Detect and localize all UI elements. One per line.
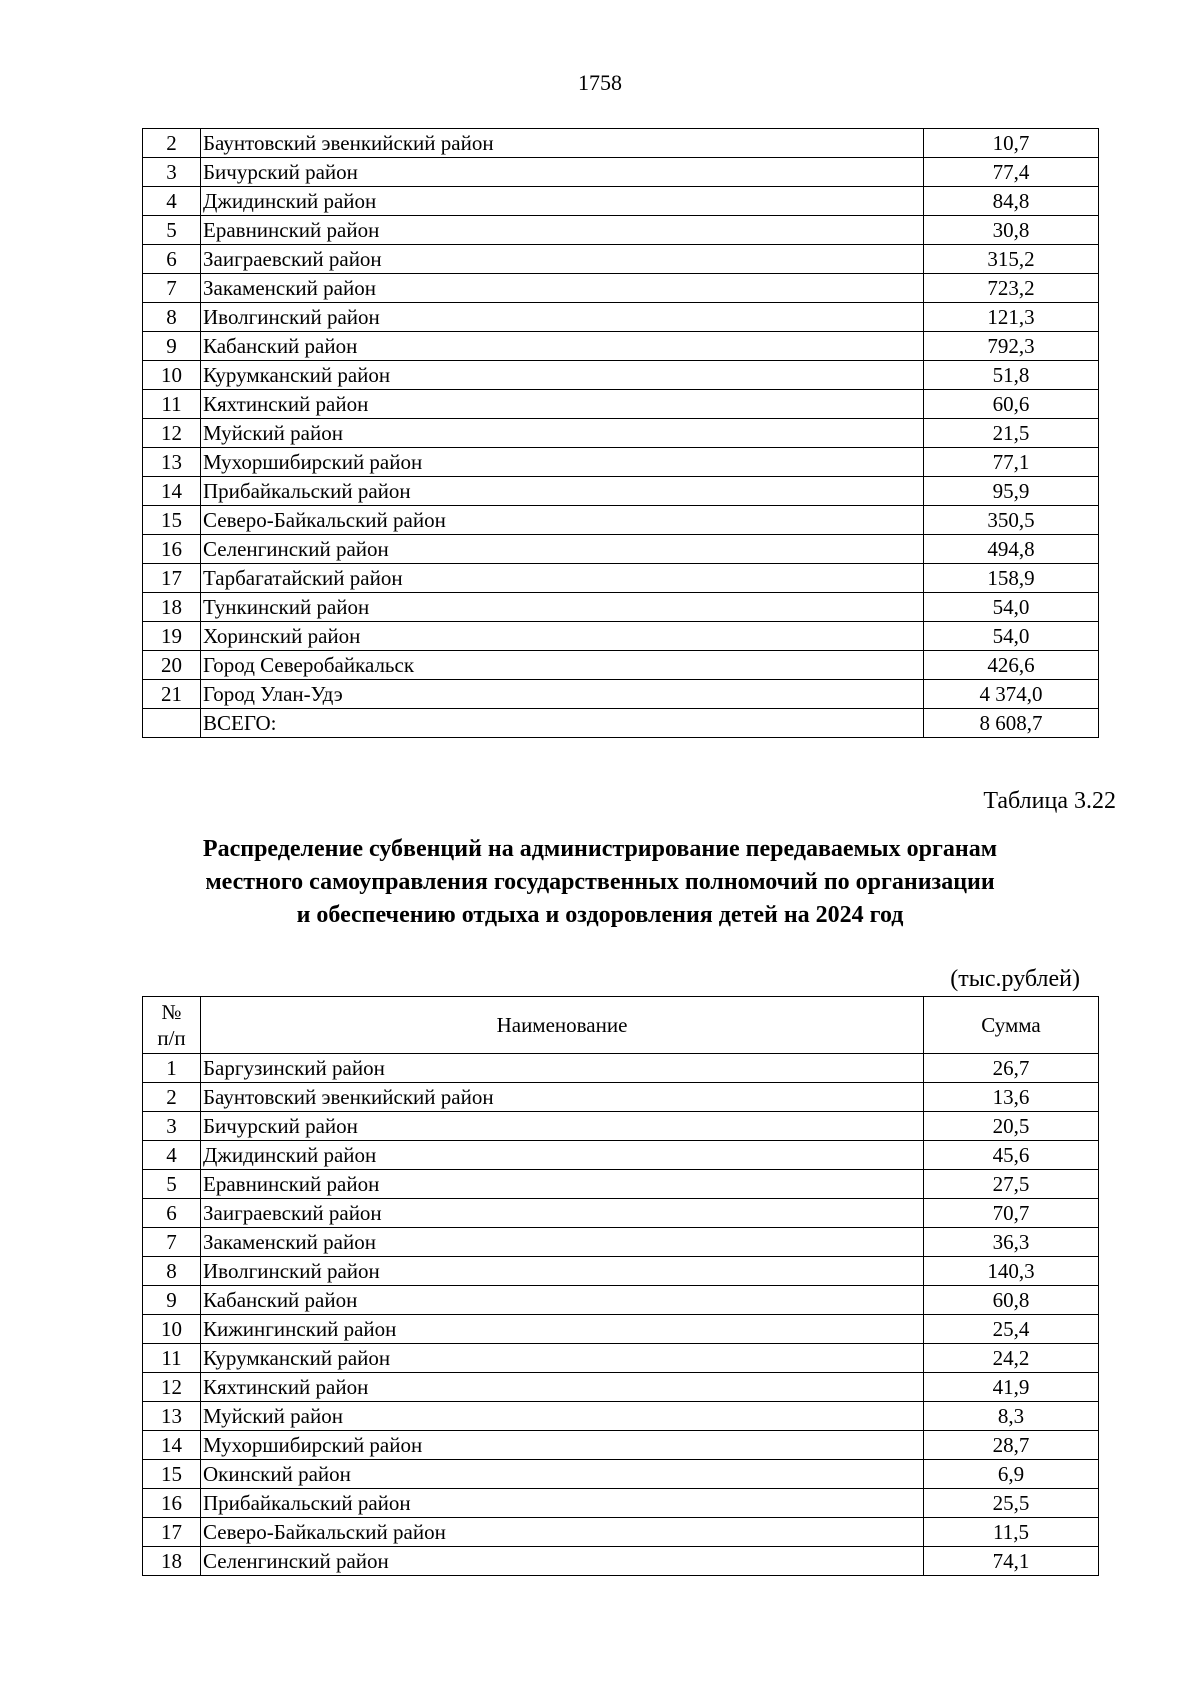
page-number: 1758	[578, 70, 622, 95]
row-sum: 60,6	[924, 390, 1099, 419]
table-row	[143, 477, 1099, 506]
table-title-line: Распределение субвенций на администрирование передаваемых органам	[202, 836, 998, 862]
table-row	[143, 709, 1099, 738]
row-sum: 24,2	[924, 1344, 1099, 1373]
table-row	[143, 1141, 1099, 1170]
row-number: 7	[143, 1228, 201, 1257]
table-row	[143, 1315, 1099, 1344]
row-sum: 45,6	[924, 1141, 1099, 1170]
row-sum: 54,0	[924, 622, 1099, 651]
subvention-table-body	[143, 1054, 1099, 1576]
row-name: Мухоршибирский район	[201, 448, 924, 477]
row-number	[143, 709, 201, 738]
row-sum: 36,3	[924, 1228, 1099, 1257]
header-num-line1: №	[161, 1000, 182, 1024]
row-name: Кяхтинский район	[201, 390, 924, 419]
row-number: 5	[143, 1170, 201, 1199]
row-sum: 10,7	[924, 129, 1099, 158]
table-row	[143, 1199, 1099, 1228]
table-row	[143, 1083, 1099, 1112]
row-number: 10	[143, 1315, 201, 1344]
row-name: Джидинский район	[201, 1141, 924, 1170]
row-sum: 77,1	[924, 448, 1099, 477]
header-name: Наименование	[201, 997, 924, 1054]
row-sum: 8,3	[924, 1402, 1099, 1431]
row-name: Курумканский район	[201, 1344, 924, 1373]
table-row	[143, 158, 1099, 187]
table-row	[143, 1489, 1099, 1518]
table-row	[143, 1547, 1099, 1576]
row-sum: 6,9	[924, 1460, 1099, 1489]
table-row	[143, 1112, 1099, 1141]
header-num-line2: п/п	[157, 1026, 186, 1050]
row-sum: 30,8	[924, 216, 1099, 245]
row-sum: 158,9	[924, 564, 1099, 593]
row-sum: 13,6	[924, 1083, 1099, 1112]
table-row	[143, 680, 1099, 709]
row-number: 14	[143, 1431, 201, 1460]
row-sum: 84,8	[924, 187, 1099, 216]
row-name: Тарбагатайский район	[201, 564, 924, 593]
header-sum: Сумма	[924, 997, 1099, 1054]
row-name: Муйский район	[201, 419, 924, 448]
row-number: 3	[143, 1112, 201, 1141]
table-row	[143, 1054, 1099, 1083]
row-number: 15	[143, 506, 201, 535]
row-sum: 26,7	[924, 1054, 1099, 1083]
row-sum: 494,8	[924, 535, 1099, 564]
row-number: 13	[143, 1402, 201, 1431]
row-sum: 95,9	[924, 477, 1099, 506]
table-row	[143, 303, 1099, 332]
row-name: Муйский район	[201, 1402, 924, 1431]
table-row	[143, 1402, 1099, 1431]
table-row	[143, 361, 1099, 390]
row-number: 20	[143, 651, 201, 680]
row-sum: 11,5	[924, 1518, 1099, 1547]
table-row	[143, 332, 1099, 361]
table-row	[143, 593, 1099, 622]
row-name: Еравнинский район	[201, 216, 924, 245]
table-row	[143, 1518, 1099, 1547]
row-number: 10	[143, 361, 201, 390]
row-name: Бичурский район	[201, 158, 924, 187]
row-name: Город Северобайкальск	[201, 651, 924, 680]
table-row	[143, 535, 1099, 564]
table-row	[143, 216, 1099, 245]
row-name: Северо-Байкальский район	[201, 506, 924, 535]
table-row	[143, 274, 1099, 303]
row-name: Хоринский район	[201, 622, 924, 651]
row-name: Заиграевский район	[201, 1199, 924, 1228]
table-row	[143, 651, 1099, 680]
row-name: Окинский район	[201, 1460, 924, 1489]
row-sum: 54,0	[924, 593, 1099, 622]
table-row	[143, 1373, 1099, 1402]
row-sum: 41,9	[924, 1373, 1099, 1402]
row-sum: 121,3	[924, 303, 1099, 332]
header-num	[143, 997, 201, 1054]
row-number: 9	[143, 1286, 201, 1315]
subvention-table	[142, 996, 1099, 1576]
row-name: Бичурский район	[201, 1112, 924, 1141]
table-row	[143, 1460, 1099, 1489]
row-name: Город Улан-Удэ	[201, 680, 924, 709]
row-number: 2	[143, 1083, 201, 1112]
row-number: 6	[143, 1199, 201, 1228]
table-title-line: местного самоуправления государственных полномочий по организации	[205, 869, 995, 895]
row-number: 7	[143, 274, 201, 303]
row-number: 18	[143, 1547, 201, 1576]
row-name: Иволгинский район	[201, 1257, 924, 1286]
table-row	[143, 419, 1099, 448]
table-number-label: Таблица 3.22	[983, 788, 1116, 814]
row-name: Селенгинский район	[201, 535, 924, 564]
table-row	[143, 390, 1099, 419]
continued-table	[142, 128, 1099, 738]
row-number: 17	[143, 1518, 201, 1547]
row-number: 3	[143, 158, 201, 187]
header-row	[143, 997, 1099, 1054]
row-number: 11	[143, 1344, 201, 1373]
row-sum: 21,5	[924, 419, 1099, 448]
row-sum: 8 608,7	[924, 709, 1099, 738]
row-sum: 792,3	[924, 332, 1099, 361]
row-sum: 70,7	[924, 1199, 1099, 1228]
row-name: Баунтовский эвенкийский район	[201, 129, 924, 158]
table-row	[143, 1431, 1099, 1460]
table-row	[143, 448, 1099, 477]
row-name: Прибайкальский район	[201, 477, 924, 506]
row-number: 11	[143, 390, 201, 419]
row-number: 4	[143, 187, 201, 216]
row-number: 16	[143, 1489, 201, 1518]
row-name: Курумканский район	[201, 361, 924, 390]
row-name: Еравнинский район	[201, 1170, 924, 1199]
row-sum: 350,5	[924, 506, 1099, 535]
table-row	[143, 1170, 1099, 1199]
row-name: Кабанский район	[201, 332, 924, 361]
row-name: Северо-Байкальский район	[201, 1518, 924, 1547]
row-name: Заиграевский район	[201, 245, 924, 274]
row-number: 12	[143, 419, 201, 448]
table-row	[143, 506, 1099, 535]
table-row	[143, 1228, 1099, 1257]
row-number: 21	[143, 680, 201, 709]
table-title-line: и обеспечению отдыха и оздоровления детей на 2024 год	[296, 902, 904, 928]
row-number: 8	[143, 1257, 201, 1286]
row-name: Джидинский район	[201, 187, 924, 216]
row-sum: 25,4	[924, 1315, 1099, 1344]
row-number: 16	[143, 535, 201, 564]
row-number: 15	[143, 1460, 201, 1489]
row-sum: 140,3	[924, 1257, 1099, 1286]
row-sum: 51,8	[924, 361, 1099, 390]
row-sum: 20,5	[924, 1112, 1099, 1141]
row-name: Тункинский район	[201, 593, 924, 622]
continued-table-body	[143, 129, 1099, 738]
table-title	[100, 833, 1100, 932]
row-number: 13	[143, 448, 201, 477]
row-sum: 426,6	[924, 651, 1099, 680]
row-sum: 27,5	[924, 1170, 1099, 1199]
row-name: Баргузинский район	[201, 1054, 924, 1083]
row-sum: 77,4	[924, 158, 1099, 187]
row-number: 12	[143, 1373, 201, 1402]
row-name: Баунтовский эвенкийский район	[201, 1083, 924, 1112]
row-number: 8	[143, 303, 201, 332]
row-name: Кяхтинский район	[201, 1373, 924, 1402]
row-sum: 25,5	[924, 1489, 1099, 1518]
row-name: Мухоршибирский район	[201, 1431, 924, 1460]
row-number: 2	[143, 129, 201, 158]
table-row	[143, 1344, 1099, 1373]
row-sum: 74,1	[924, 1547, 1099, 1576]
row-name: Закаменский район	[201, 1228, 924, 1257]
table-row	[143, 564, 1099, 593]
row-sum: 4 374,0	[924, 680, 1099, 709]
row-number: 9	[143, 332, 201, 361]
row-number: 19	[143, 622, 201, 651]
row-name: Кабанский район	[201, 1286, 924, 1315]
row-sum: 60,8	[924, 1286, 1099, 1315]
row-sum: 315,2	[924, 245, 1099, 274]
row-number: 17	[143, 564, 201, 593]
row-name: Закаменский район	[201, 274, 924, 303]
row-number: 5	[143, 216, 201, 245]
row-number: 1	[143, 1054, 201, 1083]
row-number: 14	[143, 477, 201, 506]
row-sum: 723,2	[924, 274, 1099, 303]
units-label: (тыс.рублей)	[950, 966, 1080, 992]
row-name: Кижингинский район	[201, 1315, 924, 1344]
table-row	[143, 1257, 1099, 1286]
table-row	[143, 187, 1099, 216]
row-name: Селенгинский район	[201, 1547, 924, 1576]
row-number: 6	[143, 245, 201, 274]
row-number: 4	[143, 1141, 201, 1170]
table-row	[143, 1286, 1099, 1315]
row-name: Иволгинский район	[201, 303, 924, 332]
row-number: 18	[143, 593, 201, 622]
table-row	[143, 129, 1099, 158]
table-row	[143, 622, 1099, 651]
table-row	[143, 245, 1099, 274]
row-name: Прибайкальский район	[201, 1489, 924, 1518]
row-name: ВСЕГО:	[201, 709, 924, 738]
row-sum: 28,7	[924, 1431, 1099, 1460]
